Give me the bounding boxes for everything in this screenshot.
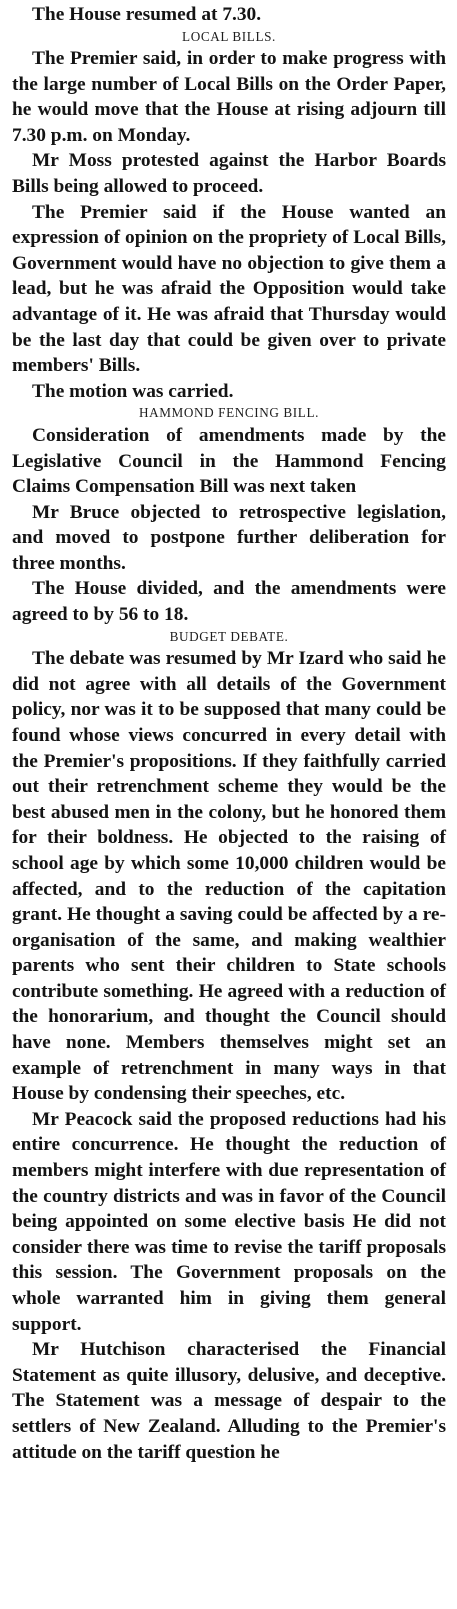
paragraph: The Premier said if the House wanted an expression of opinion on the propriety of Local Bills, Government would have no objection to give them a lead, but he was afraid the Opposition would take advantage of it. He was afraid that Thursday would be the last day that could be given over to private members' Bills. <box>12 201 446 377</box>
section-heading-budget-debate: BUDGET DEBATE. <box>169 628 289 644</box>
paragraph: Mr Hutchison characterised the Financial Statement as quite illusory, delusive, and deceptive. The Statement was a message of despair to the settlers of New Zealand. Alluding to the Premier's attitude on the tariff question he <box>12 1339 446 1463</box>
paragraph: Consideration of amendments made by the Legislative Council in the Hammond Fencing Claims Compensation Bill was next taken <box>12 424 446 498</box>
paragraph: Mr Moss protested against the Harbor Boards Bills being allowed to proceed. <box>12 150 446 198</box>
paragraph: The motion was carried. <box>32 380 234 402</box>
session-headline: The House resumed at 7.30. <box>32 4 262 25</box>
paragraph: The debate was resumed by Mr Izard who said he did not agree with all details of the Government policy, nor was it to be supposed that many could be found whose views concurred in every detail with the Premier's propositions. If they faithfully carried out their retrenchment scheme they would be the best abused men in the colony, but he honored them for their boldness. He objected to the raising of school age by which some 10,000 children would be affected, and to the reduction of the capitation grant. He thought a saving could be affected by a re-organisation of the same, and making wealthier parents who sent their children to State schools contribute something. He agreed with a reduction of the honorarium, and thought the Council should have none. Members themselves might set an example of retrenchment in many ways in that House by condensing their speeches, etc. <box>12 648 446 1105</box>
paragraph: Mr Bruce objected to retrospective legislation, and moved to postpone further deliberation for three months. <box>12 501 446 574</box>
section-heading-local-bills: LOCAL BILLS. <box>182 28 276 44</box>
newspaper-column <box>12 2 446 1465</box>
paragraph: Mr Peacock said the proposed reductions had his entire concurrence. He thought the reduction of members might interfere with due representation of the country districts and was in favor of the Council being appointed on some elective basis He did not consider there was time to revise the tariff proposals this session. The Government proposals on the whole warranted him in giving them general support. <box>12 1108 446 1335</box>
section-heading-hammond-fencing-bill: HAMMOND FENCING BILL. <box>138 405 319 421</box>
paragraph: The Premier said, in order to make progress with the large number of Local Bills on the Order Paper, he would move that the House at rising adjourn till 7.30 p.m. on Monday. <box>12 48 446 146</box>
paragraph: The House divided, and the amendments were agreed to by 56 to 18. <box>12 578 446 626</box>
